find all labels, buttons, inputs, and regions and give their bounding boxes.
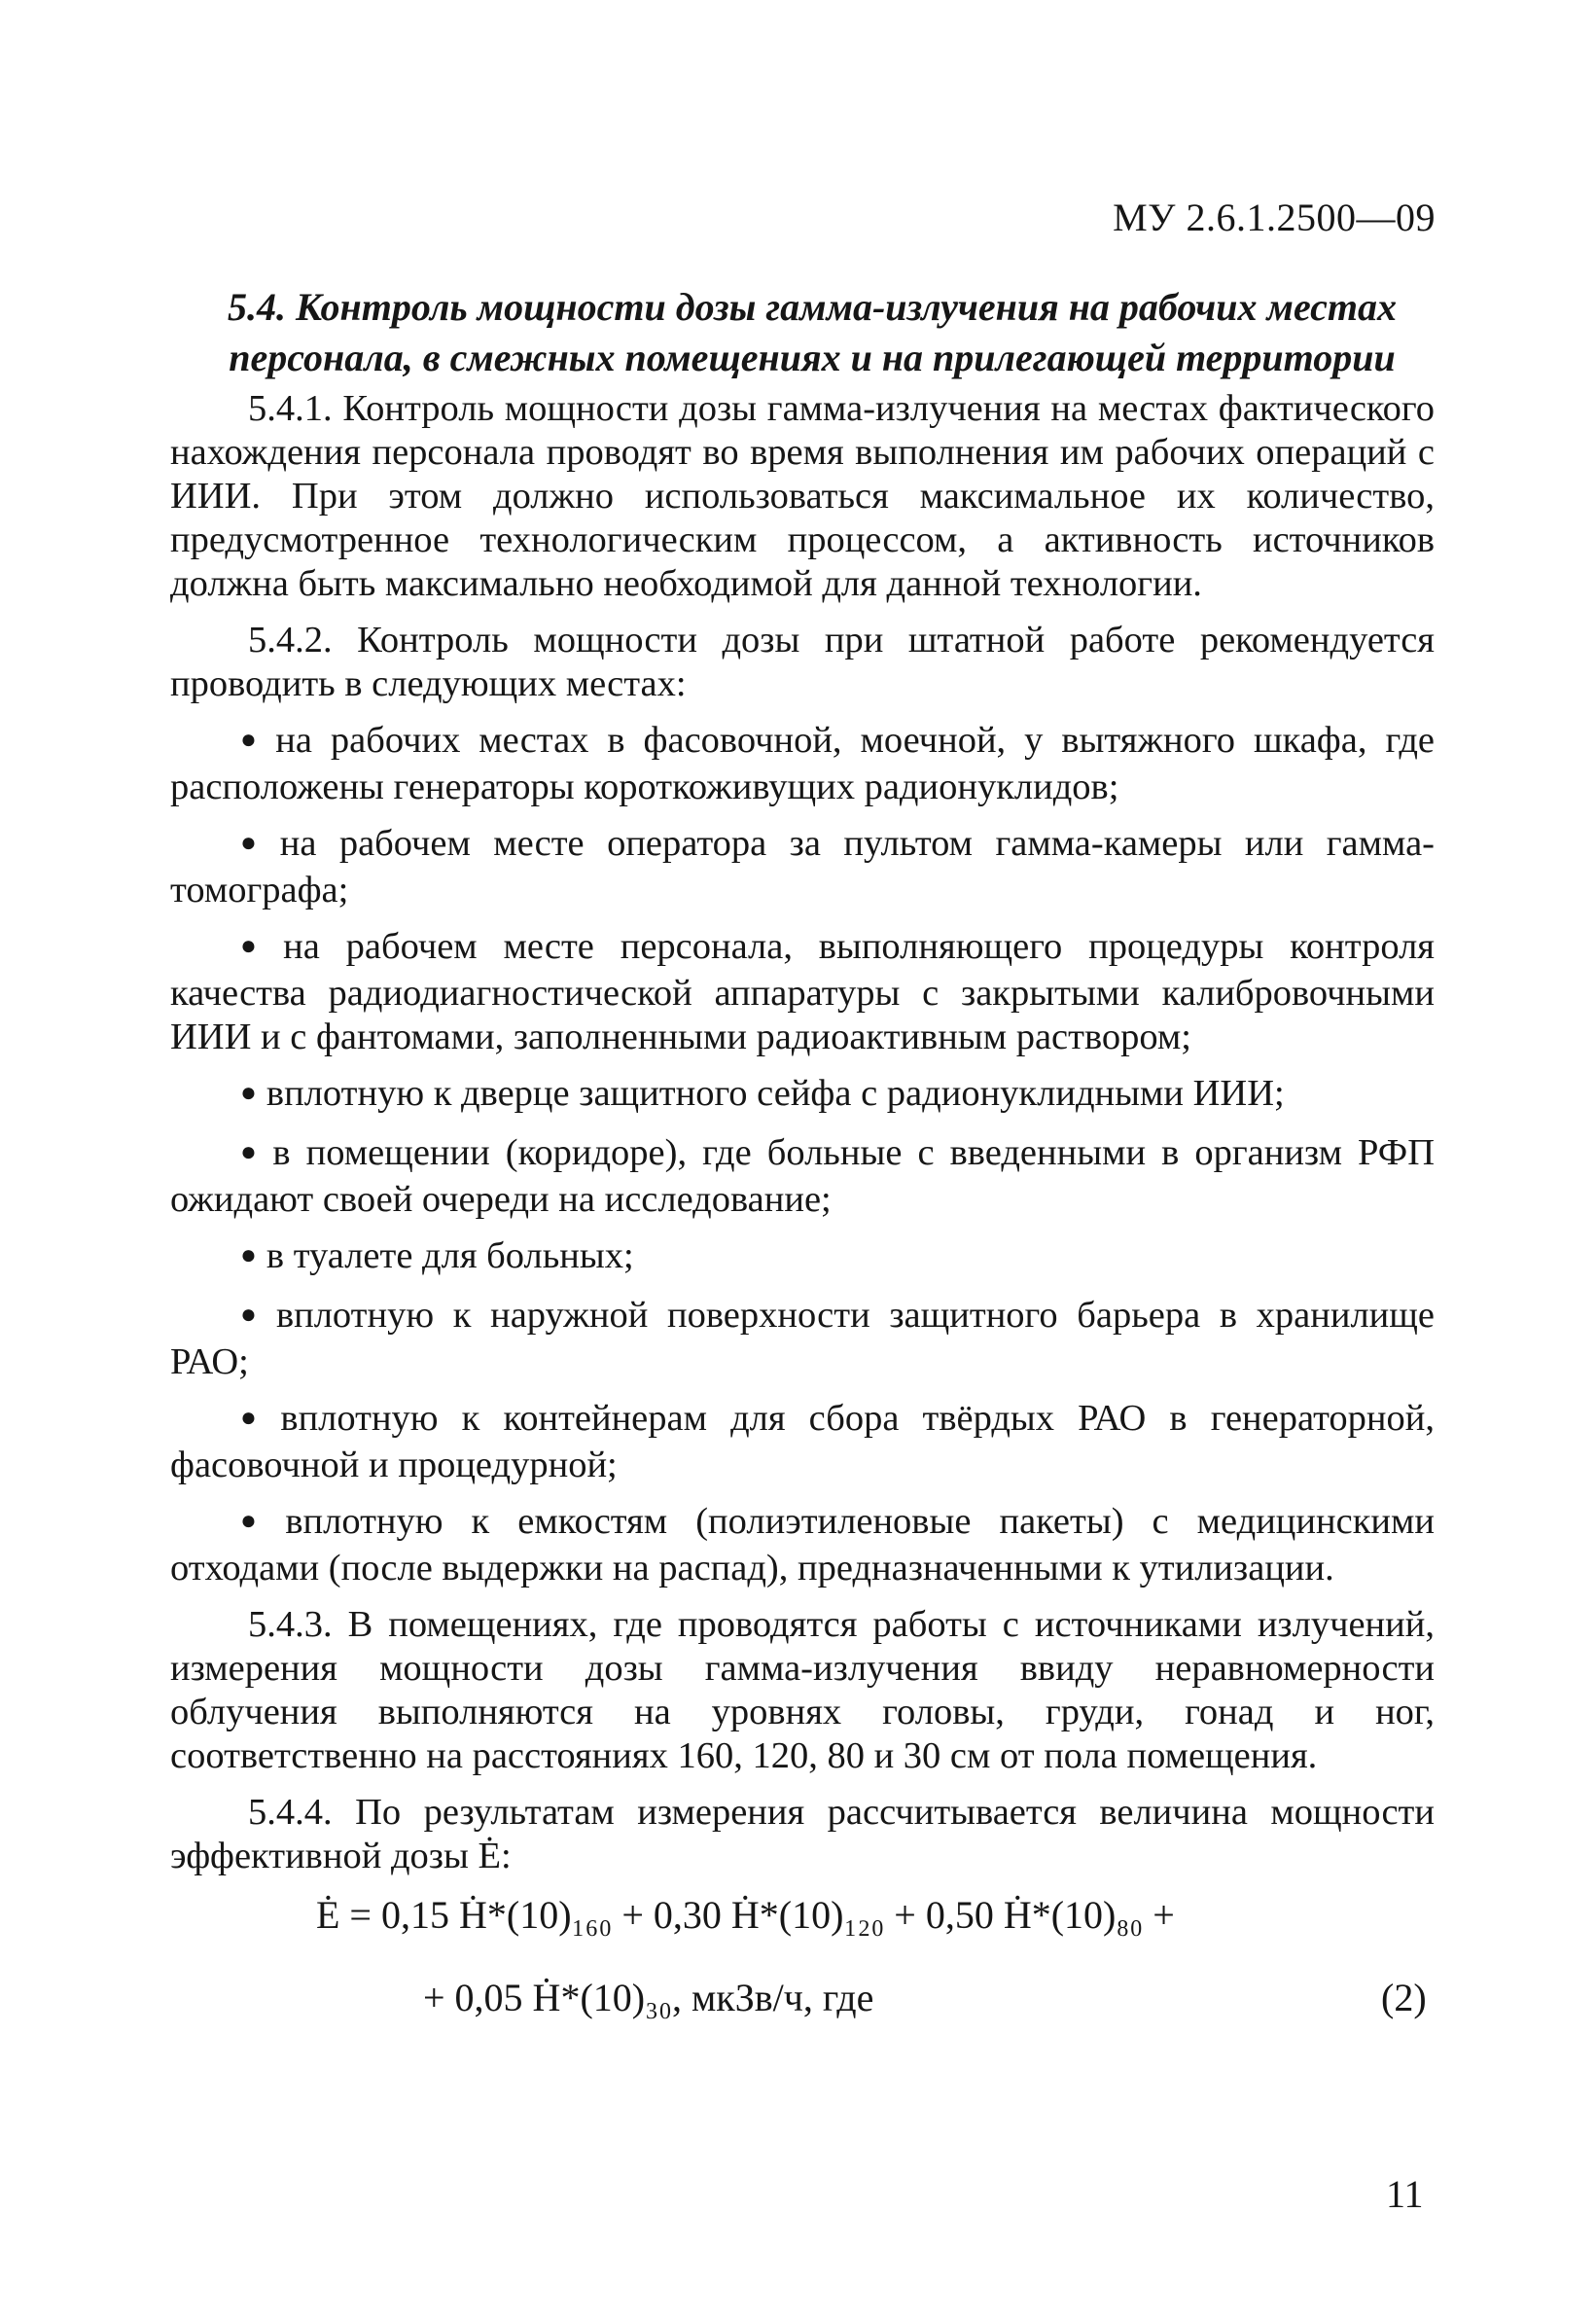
list-item-text: вплотную к контейнерам для сбора твёрдых РАО в генераторной, фасовочной и процедурной; xyxy=(170,1398,1435,1485)
section-heading-line-1: 5.4. Контроль мощности дозы гамма-излучения на рабочих местах xyxy=(227,285,1398,329)
list-item-text: вплотную к наружной поверхности защитного барьера в хранилище РАО; xyxy=(170,1295,1435,1382)
list-item xyxy=(170,1234,1435,1281)
section-heading xyxy=(195,282,1430,383)
list-item-text: в туалете для больных; xyxy=(266,1235,634,1276)
list-item-text: в помещении (коридоре), где больные с введенными в организм РФП ожидают своей очереди на исследование; xyxy=(170,1132,1435,1220)
bullet-icon: ● xyxy=(240,725,266,755)
body-text xyxy=(170,387,1435,1891)
list-item-text: на рабочем месте персонала, выполняющего процедуры контроля качества радиодиагностической аппаратуры с закрытыми калибровочными ИИИ и с фантомами, заполненными радиоактивным раствором; xyxy=(170,926,1435,1057)
list-item xyxy=(170,1294,1435,1384)
list-item xyxy=(170,719,1435,809)
bullet-icon: ● xyxy=(240,1506,276,1536)
bullet-icon: ● xyxy=(240,1300,266,1330)
list-item-text: вплотную к дверце защитного сейфа с радионуклидными ИИИ; xyxy=(266,1073,1285,1114)
formula-line-1: Ė = 0,15 Ḣ*(10)₁₆₀ + 0,30 Ḣ*(10)₁₂₀ + 0,50 Ḣ*(10)₈₀ + xyxy=(316,1893,1175,1937)
paragraph-5-4-1: 5.4.1. Контроль мощности дозы гамма-излучения на местах фактического нахождения персонала проводят во время выполнения им рабочих операций с ИИИ. При этом должно использоваться максимальное их количество, предусмотренное технологическим процессом, а активность источников должна быть максимально необходимой для данной технологии. xyxy=(170,388,1435,604)
list-item xyxy=(170,1397,1435,1487)
list-item xyxy=(170,822,1435,912)
section-heading-line-2: персонала, в смежных помещениях и на прилегающей территории xyxy=(229,336,1396,379)
bullet-icon: ● xyxy=(240,1078,257,1108)
bullet-icon: ● xyxy=(240,931,274,961)
bullet-icon: ● xyxy=(240,1240,257,1270)
list-item-text: вплотную к емкостям (полиэтиленовые пакеты) с медицинскими отходами (после выдержки на распад), предназначенными к утилизации. xyxy=(170,1501,1435,1588)
page-number: 11 xyxy=(1386,2172,1424,2216)
document-code: МУ 2.6.1.2500—09 xyxy=(1113,196,1436,239)
list-item xyxy=(170,925,1435,1059)
list-item xyxy=(170,1131,1435,1222)
bullet-icon: ● xyxy=(240,1137,264,1167)
list-item-text: на рабочем месте оператора за пультом гамма-камеры или гамма-томографа; xyxy=(170,823,1435,910)
paragraph-5-4-3: 5.4.3. В помещениях, где проводятся работы с источниками излучений, измерения мощности дозы гамма-излучения ввиду неравномерности облучения выполняются на уровнях головы, груди, гонад и ног, соответственно на расстояниях 160, 120, 80 и 30 см от пола помещения. xyxy=(170,1604,1435,1776)
list-item-text: на рабочих местах в фасовочной, моечной, у вытяжного шкафа, где расположены генераторы короткоживущих радионуклидов; xyxy=(170,720,1435,807)
formula-line-2: + 0,05 Ḣ*(10)₃₀, мкЗв/ч, где xyxy=(423,1976,874,2019)
paragraph-5-4-4: 5.4.4. По результатам измерения рассчитывается величина мощности эффективной дозы Ė: xyxy=(170,1792,1435,1876)
bullet-icon: ● xyxy=(240,1403,271,1433)
paragraph-5-4-2: 5.4.2. Контроль мощности дозы при штатной работе рекомендуется проводить в следующих местах: xyxy=(170,620,1435,704)
list-item xyxy=(170,1500,1435,1590)
bullet-icon: ● xyxy=(240,828,270,858)
list-item xyxy=(170,1072,1435,1119)
formula-number: (2) xyxy=(1381,1976,1427,2019)
